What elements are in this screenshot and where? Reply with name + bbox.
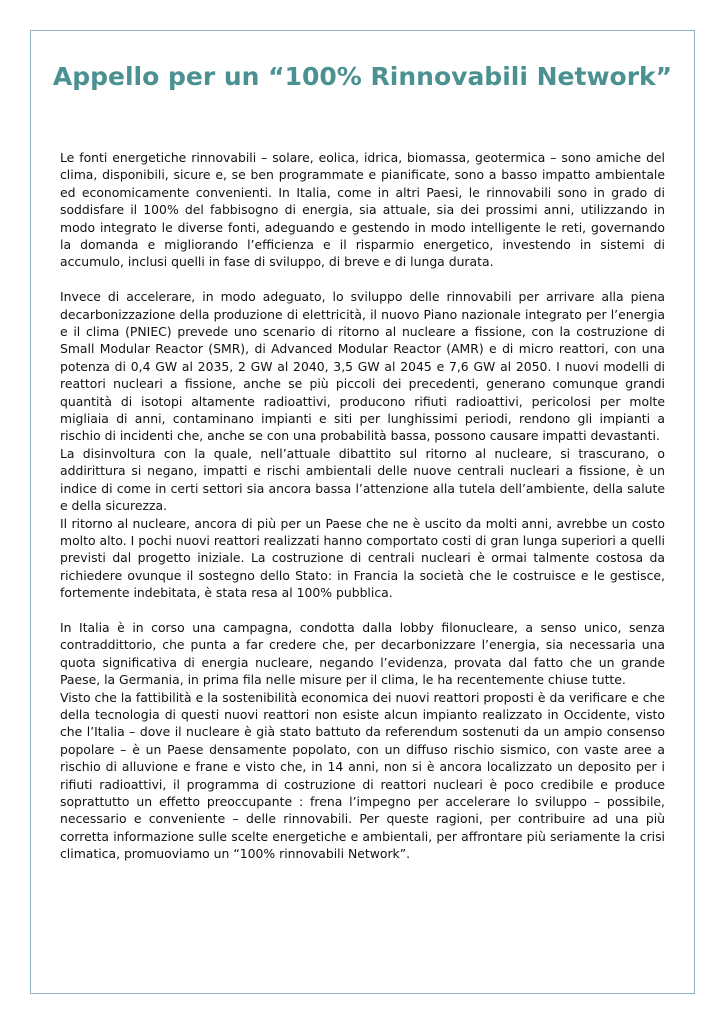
document-body: [60, 149, 665, 863]
paragraph-renewables-intro: Le fonti energetiche rinnovabili – solare, eolica, idrica, biomassa, geotermica – sono amiche del clima, disponibili, sicure e, se ben programmate e pianificate, sono a basso impatto ambientale ed economicamente convenienti. In Italia, come in altri Paesi, le rinnovabili sono in grado di soddisfare il 100% del fabbisogno di energia, sia attuale, sia dei prossimi anni, utilizzando in modo integrato le diverse fonti, adeguando e gestendo in modo intelligente le reti, governando la domanda e migliorando l’efficienza e il risparmio energetico, investendo in sistemi di accumulo, inclusi quelli in fase di sviluppo, di breve e di lunga durata.: [60, 150, 665, 270]
paragraph-lobby-campaign: In Italia è in corso una campagna, condotta dalla lobby filonucleare, a senso unico, senza contraddittorio, che punta a far credere che, per decarbonizzare l’energia, sia necessaria una quota significativa di energia nucleare, negando l’evidenza, provata dal fatto che un grande Paese, la Germania, in prima fila nelle misure per il clima, le ha recentemente chiuse tutte.: [60, 619, 665, 688]
paragraph-conclusion: Visto che la fattibilità e la sostenibilità economica dei nuovi reattori proposti è da verificare e che della tecnologia di questi nuovi reattori non esiste alcun impianto realizzato in Occidente, visto che l’Italia – dove il nucleare è già stato battuto da referendum sostenuti da un ampio consenso popolare – è un Paese densamente popolato, con un diffuso rischio sismico, con vaste aree a rischio di alluvione e frane e visto che, in 14 anni, non si è ancora localizzato un deposito per i rifiuti radioattivi, il programma di costruzione di reattori nucleari è poco credibile e produce soprattutto un effetto preoccupante : frena l’impegno per accelerare lo sviluppo – possibile, necessario e conveniente – delle rinnovabili. Per queste ragioni, per contribuire ad una più corretta informazione sulle scelte energetiche e ambientali, per affrontare più seriamente la crisi climatica, promuoviamo un “100% rinnovabili Network”.: [60, 689, 665, 862]
paragraph-nuclear-costs: Il ritorno al nucleare, ancora di più per un Paese che ne è uscito da molti anni, avrebbe un costo molto alto. I pochi nuovi reattori realizzati hanno comportato costi di gran lunga superiori a quelli previsti dal progetto iniziale. La costruzione di centrali nucleari è ormai talmente costosa da richiedere ovunque il sostegno dello Stato: in Francia la società che le costruisce e le gestisce, fortemente indebitata, è stata resa al 100% pubblica.: [60, 515, 665, 601]
document-title: Appello per un “100% Rinnovabili Network”: [52, 62, 673, 91]
paragraph-pniec-nuclear: Invece di accelerare, in modo adeguato, lo sviluppo delle rinnovabili per arrivare alla piena decarbonizzazione della produzione di elettricità, il nuovo Piano nazionale integrato per l’energia e il clima (PNIEC) prevede uno scenario di ritorno al nucleare a fissione, con la costruzione di Small Modular Reactor (SMR), di Advanced Modular Reactor (AMR) e di micro reattori, con una potenza di 0,4 GW al 2035, 2 GW al 2040, 3,5 GW al 2045 e 7,6 GW al 2050. I nuovi modelli di reattori nucleari a fissione, anche se più piccoli dei precedenti, generano comunque grandi quantità di isotopi altamente radioattivi, producono rifiuti radioattivi, pericolosi per molte migliaia di anni, contaminano impianti e siti per lunghissimi periodi, rendono gli impianti a rischio di incidenti che, anche se con una probabilità bassa, possono causare impatti devastanti.: [60, 289, 665, 444]
paragraph-environmental-risks: La disinvoltura con la quale, nell’attuale dibattito sul ritorno al nucleare, si trascurano, o addirittura si negano, impatti e rischi ambientali delle nuove centrali nucleari a fissione, è un indice di come in certi settori sia ancora bassa l’attenzione alla tutela dell’ambiente, della salute e della sicurezza.: [60, 445, 665, 514]
